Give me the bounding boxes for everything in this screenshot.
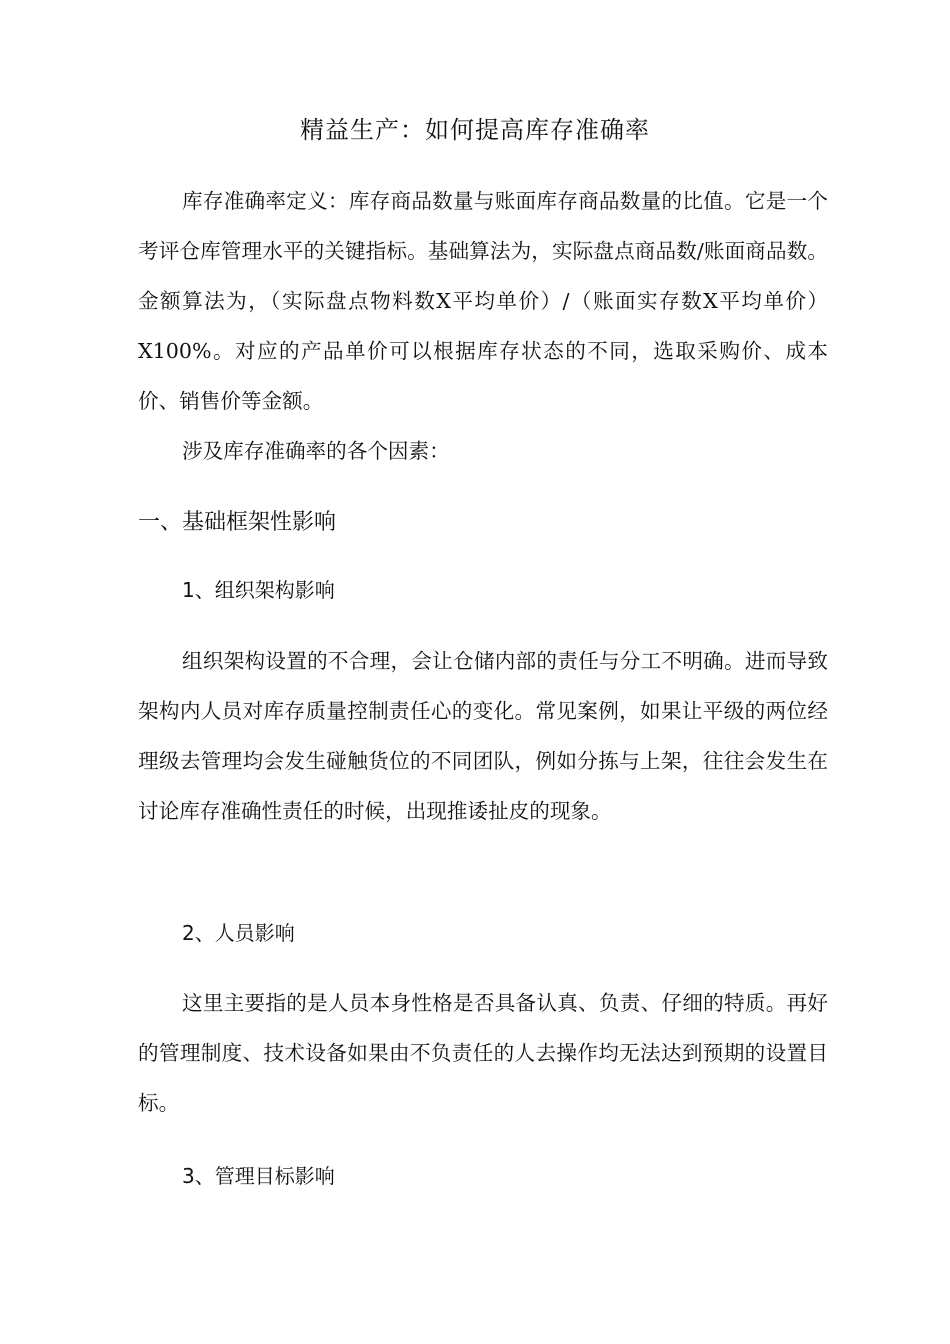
subsection-heading: 3、管理目标影响 <box>182 1164 335 1188</box>
subsection-heading: 1、组织架构影响 <box>182 578 335 602</box>
section-heading: 一、基础框架性影响 <box>138 510 337 535</box>
subsection-body: 组织架构设置的不合理，会让仓储内部的责任与分工不明确。进而导致架构内人员对库存质量控制责任心的变化。常见案例，如果让平级的两位经理级去管理均会发生碰触货位的不同团队，例如分拣与上架，往往会发生在讨论库存准确性责任的时候，出现推诿扯皮的现象。 <box>138 649 828 823</box>
definition-paragraph: 库存准确率定义：库存商品数量与账面库存商品数量的比值。它是一个考评仓库管理水平的关键指标。基础算法为，实际盘点商品数/账面商品数。金额算法为，（实际盘点物料数X平均单价）/（账面实存数X平均单价）X100%。对应的产品单价可以根据库存状态的不同，选取采购价、成本价、销售价等金额。 <box>138 189 828 413</box>
factors-intro-paragraph: 涉及库存准确率的各个因素： <box>182 439 450 463</box>
subsection-body: 这里主要指的是人员本身性格是否具备认真、负责、仔细的特质。再好的管理制度、技术设备如果由不负责任的人去操作均无法达到预期的设置目标。 <box>138 991 828 1115</box>
subsection-heading: 2、人员影响 <box>182 921 295 945</box>
page-title: 精益生产：如何提高库存准确率 <box>300 116 650 144</box>
